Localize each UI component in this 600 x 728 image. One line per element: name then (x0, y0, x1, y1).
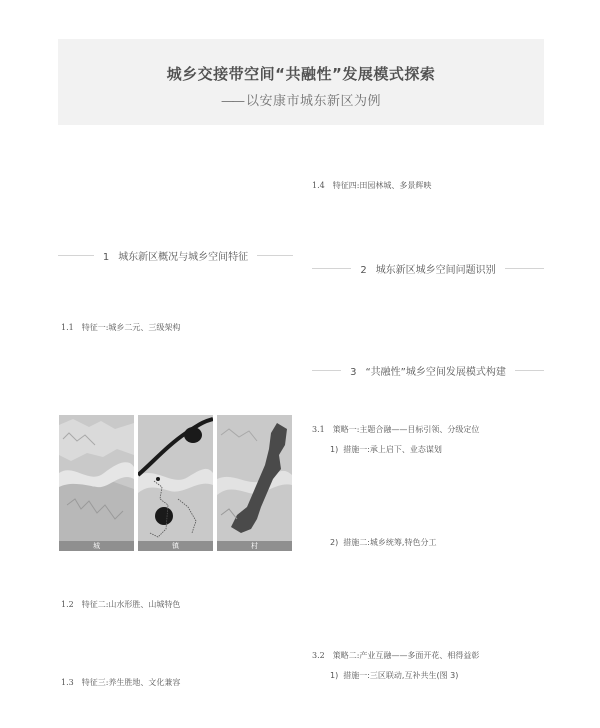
terrain-map-town (138, 415, 213, 541)
heading-title: “共融性”城乡空间发展模式构建 (365, 366, 506, 378)
subsection-number: 1.4 (312, 181, 325, 190)
measure-number: 1) (330, 445, 339, 454)
subsection-3-2 (312, 650, 479, 661)
subsection-number: 3.1 (312, 425, 325, 434)
subsection-3-1 (312, 424, 479, 435)
title-box (58, 39, 544, 125)
subsection-title: 特征一:城乡二元、三级架构 (81, 323, 181, 332)
subsection-1-1 (61, 322, 180, 333)
subtitle-dash: —— (220, 94, 243, 109)
heading-number: 3 (350, 366, 357, 378)
subtitle-text: 以安康市城东新区为例 (245, 94, 381, 109)
heading-rule-left (58, 255, 94, 256)
measure-3-2-1 (330, 670, 458, 681)
terrain-map-village (217, 415, 292, 541)
subsection-1-2 (61, 599, 180, 610)
subsection-number: 3.2 (312, 651, 325, 660)
measure-title: 措施二:城乡统筹,特色分工 (343, 538, 437, 547)
subsection-number: 1.1 (61, 323, 74, 332)
measure-title: 措施一:承上启下、业态谋划 (343, 445, 442, 454)
map-caption: 镇 (138, 541, 213, 551)
heading-text (341, 363, 515, 378)
document-title: 城乡交接带空间“共融性”发展模式探索 (166, 65, 436, 83)
heading-number: 1 (102, 251, 110, 263)
map-caption: 城 (59, 541, 134, 551)
section-heading-2 (312, 260, 544, 276)
document-subtitle (58, 90, 544, 109)
heading-rule-left (312, 268, 351, 269)
map-caption: 村 (217, 541, 292, 551)
subsection-title: 特征二:山水形胜、山城特色 (81, 600, 181, 609)
subsection-1-3 (61, 677, 180, 688)
measure-3-1-1 (330, 444, 442, 455)
section-heading-3 (312, 362, 544, 378)
subsection-title: 策略二:产业互融——多面开花、相得益彰 (332, 651, 480, 660)
heading-text (351, 261, 504, 276)
subsection-title: 策略一:主题合融——目标引领、分级定位 (332, 425, 480, 434)
section-heading-1 (58, 247, 293, 263)
subsection-1-4 (312, 180, 431, 191)
subsection-number: 1.2 (61, 600, 74, 609)
heading-rule-right (257, 255, 293, 256)
heading-rule-left (312, 370, 341, 371)
subsection-title: 特征三:养生胜地、文化兼容 (81, 678, 181, 687)
measure-number: 2) (330, 538, 339, 547)
heading-number: 2 (360, 264, 367, 276)
measure-3-1-2 (330, 537, 436, 548)
measure-title: 措施一:三区联动,互补共生(图 3) (343, 671, 459, 680)
map-figure-village (217, 415, 292, 551)
heading-text (94, 248, 257, 263)
subsection-title: 特征四:田园林城、多景辉映 (332, 181, 432, 190)
heading-title: 城东新区城乡空间问题识别 (375, 264, 496, 276)
heading-rule-right (515, 370, 544, 371)
heading-title: 城东新区概况与城乡空间特征 (118, 251, 249, 263)
map-figure-town (138, 415, 213, 551)
subsection-number: 1.3 (61, 678, 74, 687)
terrain-map-city (59, 415, 134, 541)
map-figure-city (59, 415, 134, 551)
heading-rule-right (505, 268, 544, 269)
measure-number: 1) (330, 671, 339, 680)
